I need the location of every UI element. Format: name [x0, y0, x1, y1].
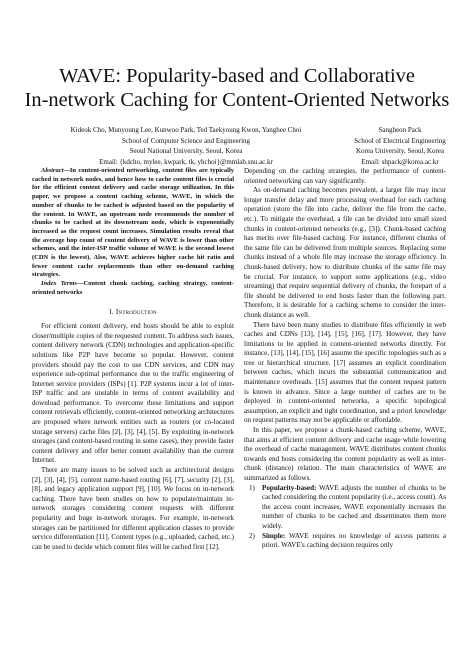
author-institution: Korea University, Seoul, Korea [356, 147, 444, 155]
index-terms-text: —Content chunk caching, caching strategy, content-oriented networks [32, 280, 235, 296]
characteristics-list [244, 484, 446, 551]
list-item [244, 532, 446, 551]
body-paragraph: In this paper, we propose a chunk-based caching scheme, WAVE, that aims at efficient content delivery and cache usage while lowering the overhead of cache management. WAVE distributes content chunks towards end hosts considering the content popularity as well as inter-chunk (distance) relation. The main characteristics of WAVE are summarized as follows. [244, 426, 446, 482]
left-column [32, 167, 234, 552]
list-item-number: 2) [249, 531, 255, 540]
author-block-snu [40, 125, 332, 167]
abstract-text: —In content-oriented networking, content files are typically cached in network nodes, and hence how to cache content files is crucial for the efficient content delivery and cache storage utilization. In this paper, we propose a content caching scheme, WAVE, in which the number of chunks to be cached is adjusted based on the popularity of the content. In WAVE, an upstream node recommends the number of chunks to be cached at its downstream node, which is exponentially increased as the request count increases. Simulation results reveal that the average hop count of content delivery of WAVE is lower than other schemes, and the inter-ISP traffic volume of WAVE is the second lowest (CDN is the lowest). Also, WAVE achieves higher cache hit ratio and fewer content cache replacements than other on-demand caching strategies. [32, 167, 234, 279]
title-line-2: In-network Caching for Content-Oriented Networks [24, 89, 450, 111]
abstract [32, 167, 234, 280]
list-item [244, 484, 446, 532]
list-item-title: Simple: [262, 531, 286, 540]
author-email: Email: shpack@korea.ac.kr [361, 157, 439, 166]
author-affiliation: School of Electrical Engineering [354, 136, 446, 145]
list-item-text: WAVE requires no knowledge of access patterns a priori. WAVE's caching decision requires only [262, 531, 446, 550]
body-paragraph: Depending on the caching strategies, the performance of content-oriented networking can vary significantly. [244, 167, 446, 185]
author-email: Email: {kdcho, mylee, kwpark, tk, yhchoi}@mmlab.snu.ac.kr [99, 157, 273, 166]
body-paragraph: For efficient content delivery, end hosts should be able to exploit closer/multiple copies of the requested content. To address such issues, content delivery network (CDN) technologies and application-specific solutions like P2P have become so popular. However, content providers should pay the cost to use CDN services, and CDN may experience sub-optimal performance due to the traffic engineering of Internet service providers (ISPs) [1]. P2P systems incur a lot of inter-ISP traffic and are unstable in terms of content availability and download performance. To overcome these limitations and support content retrievals efficiently, content-oriented networking architectures are proposed where network entities such as routers (or co-located storage servers) cache files [2], [3], [4], [5]. By exploiting in-network storages (and content-based routing in some cases), they provide faster content delivery and offer better content availability than the current Internet. [32, 322, 234, 465]
body-paragraph: There are many issues to be solved such as architectural designs [2], [3], [4], [5], content name-based routing [6], [7], security [2], [3], [8], and legacy application support [9], [10]. We focus on in-network caching. There have been studies on how to populate/maintain in-network storages considering content requests with different popularity and huge in-network storages. For example, in-network storages can be partitioned for different application classes to provide service differentiation [11]. Content types (e.g., uploaded, cached, etc.) can be used to decide which content files will be cached first [12]. [32, 466, 234, 551]
index-terms [32, 280, 234, 297]
author-block-korea-univ [334, 125, 466, 167]
body-paragraph: There have been many studies to distribute files efficiently in web caches and CDNs [13], [14], [15], [16], [17]. However, they have limitations to be applied in content-oriented networks directly. For instance, [13], [14], [15], [16] assume the specific topologies such as a tree or hierarchical structure. [17] assumes an explicit coordination between caches, which incurs the substantial communication and maintenance overheads. [15] assumes that the content request pattern is known in advance. Since a large number of caches are to be deployed in content-oriented networks, a specific topological assumption, an explicit and tight coordination, and a priori knowledge on request patterns may not be applicable or affordable. [244, 320, 446, 425]
list-item-title: Popularity-based: [262, 483, 317, 492]
body-paragraph: As on-demand caching becomes prevalent, a larger file may incur longer transfer delay and more processing overhead for each caching operation (store the file into cache, deliver the file from the cache, etc.). To mitigate the overhead, a file can be divided into small sized chunks in content-oriented networks (e.g., [3]). Chunk-based caching has merits over file-based caching. For instance, different chunks of the same file can be delivered from multiple sources. Replacing some chunks instead of a whole file may increase the storage efficiency. In chunk-based delivery, how to distribute chunks of the same file may be crucial. For instance, to support some applications (e.g., video streaming) that require sequential delivery of chunks, the forepart of a file should be delivered to end hosts faster than the following part. Therefore, it is desirable for a caching scheme to consider the inter-chunk distance as well. [244, 186, 446, 319]
author-institution: Seoul National University, Seoul, Korea [129, 147, 243, 155]
title-line-1: WAVE: Popularity-based and Collaborative [59, 65, 415, 87]
right-column [244, 167, 446, 551]
index-terms-label: Index Terms [41, 280, 77, 288]
paper-title [20, 64, 454, 112]
author-affiliation: School of Computer Science and Engineering [121, 136, 251, 145]
section-heading: I. Introduction [109, 306, 157, 316]
abstract-label: Abstract [41, 167, 64, 174]
author-names: Kideok Cho, Munyoung Lee, Kunwoo Park, Ted Taekyoung Kwon, Yanghee Choi [70, 126, 302, 134]
list-item-text: WAVE adjusts the number of chunks to be cached considering the content popularity (i.e., access count). As the access count increases, WAVE exponentially increases the number of chunks to be cached and disseminates them more widely. [262, 483, 446, 530]
list-item-number: 1) [249, 483, 255, 492]
author-names: Sangheon Pack [378, 126, 422, 134]
